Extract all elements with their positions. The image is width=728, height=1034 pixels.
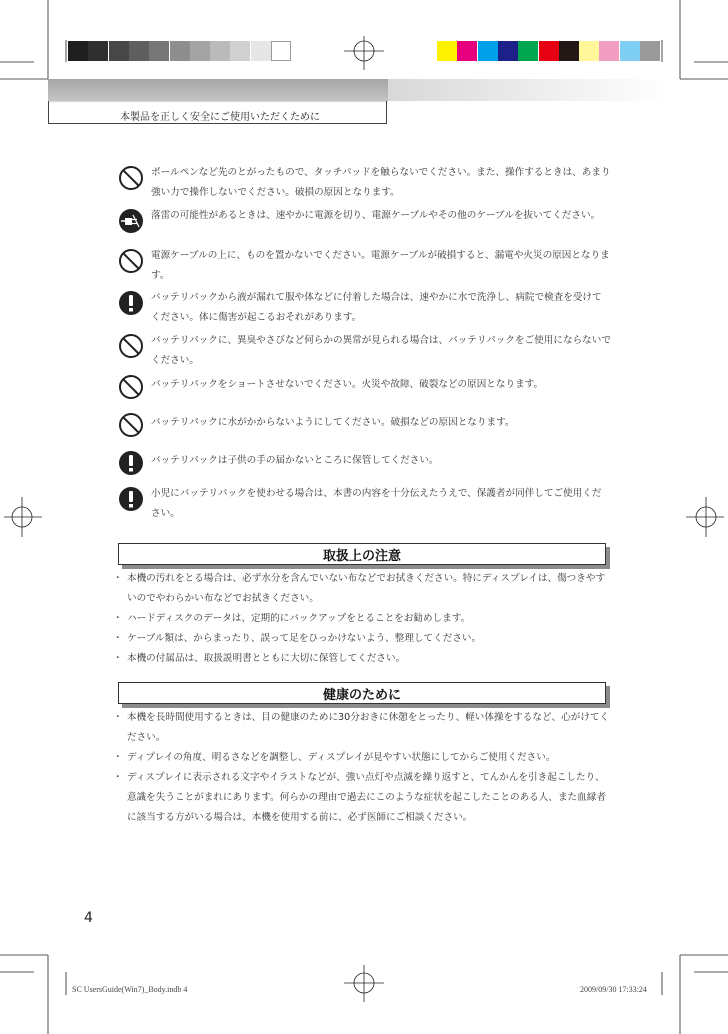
color-swatch (129, 41, 149, 61)
color-swatch (190, 41, 210, 61)
unplug-icon (118, 208, 144, 234)
color-swatch (170, 41, 190, 61)
mandatory-icon (118, 450, 144, 476)
handling-notes-list (118, 569, 613, 669)
color-swatch (539, 41, 559, 61)
section-title: 取扱上の注意 (322, 549, 401, 564)
list-item: ・ ケーブル類は、からまったり、誤って足をひっかけないよう、整理してください。 (118, 629, 613, 649)
color-swatch (559, 41, 579, 61)
registration-mark-bottom (344, 965, 384, 1002)
registration-mark-top (344, 36, 384, 70)
warning-text: 小児にバッテリパックを使わせる場合は、本書の内容を十分伝えたうえで、保護者が同伴してご使用ください。 (151, 488, 602, 519)
color-swatch (437, 41, 457, 61)
warning-text: ボールペンなど先のとがったもので、タッチパッドを触らないでください。また、操作するときは、あまり強い力で操作しないでください。破損の原因となります。 (151, 167, 611, 198)
print-timestamp: 2009/09/30 17:33:24 (580, 985, 647, 994)
prohibit-icon (118, 165, 144, 191)
color-swatch (271, 41, 291, 61)
health-notes-list (118, 708, 613, 828)
color-swatch (640, 41, 660, 61)
page-number: 4 (84, 910, 93, 926)
list-item: ・ 本機の汚れをとる場合は、必ず水分を含んでいない布などでお拭きください。特にディスプレイは、傷つきやすいのでやわらかい布などでお拭きください。 (118, 569, 613, 609)
list-item: ・ ハードディスクのデータは、定期的にバックアップをとることをお勧めします。 (118, 609, 613, 629)
color-swatch (518, 41, 538, 61)
prohibit-icon (118, 412, 144, 438)
prohibit-icon (118, 333, 144, 359)
color-swatch (457, 41, 477, 61)
color-swatch (498, 41, 518, 61)
warning-text: バッテリパックから液が漏れて服や体などに付着した場合は、速やかに水で洗浄し、病院で検査を受けてください。体に傷害が起こるおそれがあります。 (151, 292, 602, 323)
list-item: ・ ディスプレイに表示される文字やイラストなどが、強い点灯や点滅を繰り返すと、てんかんを引き起こしたり、意識を失うことがまれにあります。何らかの理由で過去にこのような症状を起こしたことのある人、また血縁者に該当する方がいる場合は、本機を使用する前に、必ず医師にご相談ください。 (118, 768, 613, 828)
section-heading-box (118, 543, 606, 565)
color-swatch (109, 41, 129, 61)
header-title: 本製品を正しく安全にご使用いただくために (120, 112, 320, 123)
mandatory-icon (118, 290, 144, 316)
color-swatch (149, 41, 169, 61)
list-item: ・ ディプレイの角度、明るさなどを調整し、ディスプレイが見やすい状態にしてからご使用ください。 (118, 748, 613, 768)
color-swatch (251, 41, 271, 61)
registration-mark-left (4, 497, 42, 537)
file-slug: SC UsersGuide(Win7)_Body.indb 4 (72, 985, 188, 994)
prohibit-icon (118, 248, 144, 274)
warning-text: バッテリパックは子供の手の届かないところに保管してください。 (151, 455, 439, 466)
list-item: ・ 本機の付属品は、取扱説明書とともに大切に保管してください。 (118, 649, 613, 669)
warning-text: バッテリパックに、異臭やさびなど何らかの異常が見られる場合は、バッテリパックをご使用にならないでください。 (151, 335, 611, 366)
prohibit-icon (118, 374, 144, 400)
warning-text: 電源ケーブルの上に、ものを置かないでください。電源ケーブルが破損すると、漏電や火災の原因となります。 (151, 250, 610, 281)
warning-text: 落雷の可能性があるときは、速やかに電源を切り、電源ケーブルやその他のケーブルを抜いてください。 (151, 210, 601, 221)
warning-text: バッテリパックに水がかからないようにしてください。破損などの原因となります。 (151, 417, 515, 428)
registration-mark-right (686, 497, 724, 537)
section-title: 健康のために (322, 688, 401, 703)
color-swatch (579, 41, 599, 61)
color-swatch (88, 41, 108, 61)
warning-text: バッテリパックをショートさせないでください。火災や故障、破裂などの原因となります。 (151, 379, 544, 390)
mandatory-icon (118, 486, 144, 512)
color-swatch (478, 41, 498, 61)
section-heading-box (118, 682, 606, 704)
color-swatch (230, 41, 250, 61)
list-item: ・ 本機を長時間使用するときは、目の健康のために30分おきに休憩をとったり、軽い体操をするなど、心がけてください。 (118, 708, 613, 748)
color-swatch (210, 41, 230, 61)
color-swatch (620, 41, 640, 61)
color-swatch (68, 41, 88, 61)
color-swatch (599, 41, 619, 61)
